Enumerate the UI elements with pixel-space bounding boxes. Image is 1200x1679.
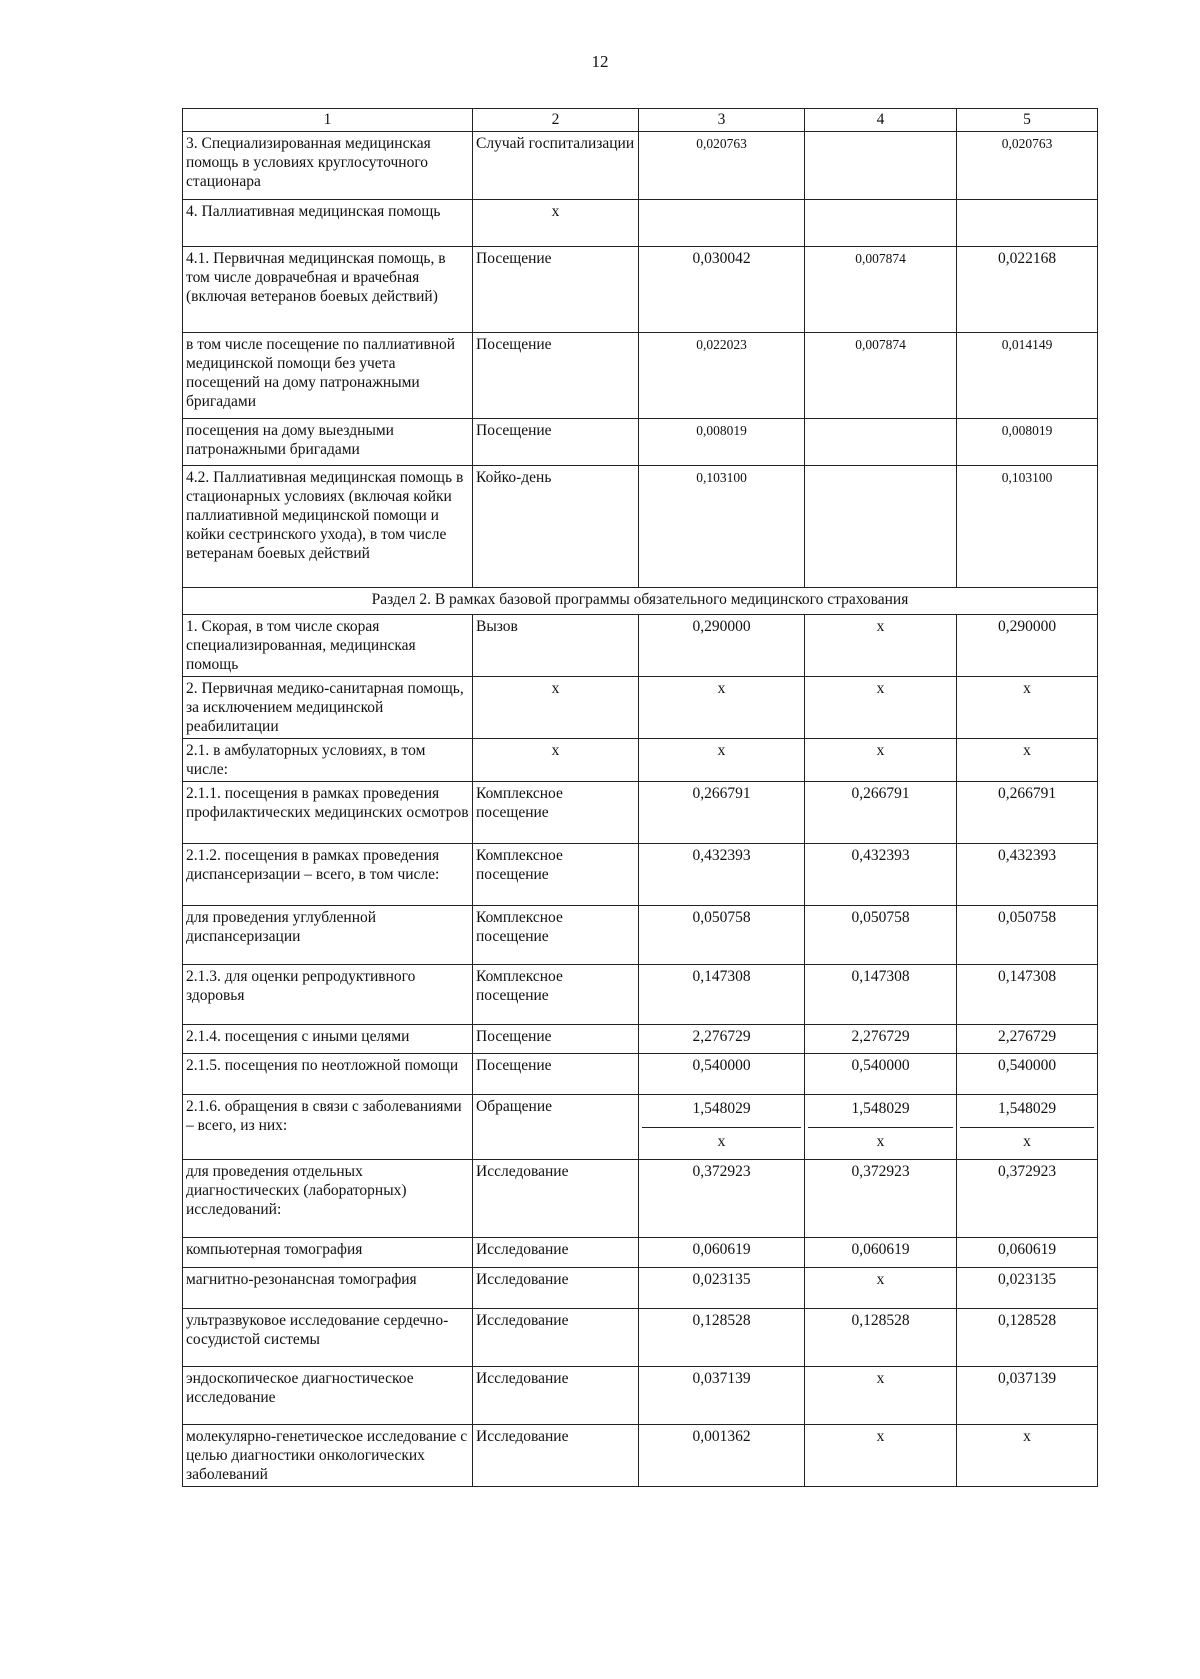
row-name: для проведения отдельных диагностических (лабораторных) исследований: (183, 1160, 473, 1238)
row-name: посещения на дому выездными патронажными бригадами (183, 419, 473, 466)
table-row (183, 247, 1098, 333)
row-name: 2.1.1. посещения в рамках проведения профилактических медицинских осмотров (183, 782, 473, 844)
row-name: 2.1.3. для оценки репродуктивного здоровья (183, 965, 473, 1025)
row-col4: х (805, 615, 957, 677)
row-name: компьютерная томография (183, 1238, 473, 1268)
row-col4: 1,548029 (808, 1097, 953, 1128)
row-unit: Комплексное посещение (473, 782, 639, 844)
norms-table (182, 108, 1098, 1487)
row-name: 2.1.4. посещения с иными целями (183, 1025, 473, 1054)
row-col3: 0,001362 (639, 1425, 805, 1487)
row-col4: 0,128528 (805, 1309, 957, 1367)
table-row (183, 333, 1098, 419)
row-col4 (805, 466, 957, 588)
row-name: 4.2. Паллиативная медицинская помощь в стационарных условиях (включая койки паллиативной медицинской помощи и койки сестринского ухода), в том числе ветеранам боевых действий (183, 466, 473, 588)
row-col3: 0,037139 (639, 1367, 805, 1425)
row-col4: х (805, 1425, 957, 1487)
row-col5: 0,266791 (957, 782, 1098, 844)
row-col5: 0,023135 (957, 1268, 1098, 1309)
row-col4 (805, 200, 957, 247)
row-col3: 0,432393 (639, 844, 805, 906)
row-col5: 0,037139 (957, 1367, 1098, 1425)
row-col4: 0,050758 (805, 906, 957, 965)
row-unit: Посещение (473, 1054, 639, 1095)
row-name: 1. Скорая, в том числе скорая специализированная, медицинская помощь (183, 615, 473, 677)
row-unit: х (473, 677, 639, 739)
row-col5: 0,432393 (957, 844, 1098, 906)
row-name: магнитно-резонансная томография (183, 1268, 473, 1309)
table-row (183, 677, 1098, 739)
table-row (183, 615, 1098, 677)
row-col4: 0,007874 (805, 247, 957, 333)
row-col4-split (805, 1095, 957, 1160)
row-col3: 0,290000 (639, 615, 805, 677)
row-unit: Исследование (473, 1309, 639, 1367)
row-col5: х (957, 1425, 1098, 1487)
table-row (183, 844, 1098, 906)
row-col4 (805, 419, 957, 466)
row-name: 2.1. в амбулаторных условиях, в том числе: (183, 739, 473, 782)
row-col5: 0,020763 (957, 132, 1098, 200)
row-unit: Исследование (473, 1268, 639, 1309)
row-col4: х (805, 1268, 957, 1309)
row-col3: 2,276729 (639, 1025, 805, 1054)
table-row (183, 739, 1098, 782)
row-col4: 2,276729 (805, 1025, 957, 1054)
row-col3: 0,103100 (639, 466, 805, 588)
row-col3: 0,022023 (639, 333, 805, 419)
row-col5: 1,548029 (960, 1097, 1094, 1128)
table-row (183, 1268, 1098, 1309)
row-col4 (805, 132, 957, 200)
row-unit: Посещение (473, 247, 639, 333)
header-cell: 5 (957, 109, 1098, 132)
row-name: 4.1. Первичная медицинская помощь, в том числе доврачебная и врачебная (включая ветеранов боевых действий) (183, 247, 473, 333)
row-col5: 0,060619 (957, 1238, 1098, 1268)
section-row (183, 588, 1098, 615)
row-col4: 0,540000 (805, 1054, 957, 1095)
row-col4: 0,372923 (805, 1160, 957, 1238)
row-name: в том числе посещение по паллиативной медицинской помощи без учета посещений на дому патронажными бригадами (183, 333, 473, 419)
row-col4: 0,432393 (805, 844, 957, 906)
row-col3: 0,147308 (639, 965, 805, 1025)
row-col5: 0,372923 (957, 1160, 1098, 1238)
row-col5: 0,147308 (957, 965, 1098, 1025)
row-col3: х (639, 739, 805, 782)
row-unit: Койко-день (473, 466, 639, 588)
table-row (183, 1160, 1098, 1238)
row-name: 2.1.6. обращения в связи с заболеваниями – всего, из них: (183, 1095, 473, 1160)
row-col4-sub: х (876, 1133, 885, 1150)
row-col5: 0,290000 (957, 615, 1098, 677)
table-header-row (183, 109, 1098, 132)
row-col5-split (957, 1095, 1098, 1160)
table-row (183, 132, 1098, 200)
table-row (183, 1238, 1098, 1268)
row-col3: 0,540000 (639, 1054, 805, 1095)
row-unit: Комплексное посещение (473, 965, 639, 1025)
row-col5: х (957, 739, 1098, 782)
row-unit: Исследование (473, 1425, 639, 1487)
row-unit: х (473, 200, 639, 247)
row-unit: х (473, 739, 639, 782)
row-unit: Комплексное посещение (473, 906, 639, 965)
row-col5: 0,103100 (957, 466, 1098, 588)
row-col5: 0,014149 (957, 333, 1098, 419)
row-col4: 0,147308 (805, 965, 957, 1025)
row-col4: х (805, 677, 957, 739)
row-unit: Комплексное посещение (473, 844, 639, 906)
table-row (183, 782, 1098, 844)
table-row (183, 200, 1098, 247)
row-unit: Вызов (473, 615, 639, 677)
row-unit: Исследование (473, 1367, 639, 1425)
header-cell: 2 (473, 109, 639, 132)
row-col5 (957, 200, 1098, 247)
row-name: молекулярно-генетическое исследование с целью диагностики онкологических заболеваний (183, 1425, 473, 1487)
row-name: эндоскопическое диагностическое исследование (183, 1367, 473, 1425)
row-unit: Исследование (473, 1160, 639, 1238)
row-name: 2. Первичная медико-санитарная помощь, за исключением медицинской реабилитации (183, 677, 473, 739)
table-row (183, 965, 1098, 1025)
table-row (183, 419, 1098, 466)
row-col5: 0,022168 (957, 247, 1098, 333)
row-col3: 0,060619 (639, 1238, 805, 1268)
row-unit: Исследование (473, 1238, 639, 1268)
table-row (183, 1095, 1098, 1160)
row-col5: х (957, 677, 1098, 739)
row-col5: 2,276729 (957, 1025, 1098, 1054)
table-row (183, 1054, 1098, 1095)
row-col4: 0,060619 (805, 1238, 957, 1268)
row-col3: 1,548029 (642, 1097, 801, 1128)
row-col3-sub: х (717, 1133, 726, 1150)
row-col5: 0,050758 (957, 906, 1098, 965)
table-row (183, 1025, 1098, 1054)
row-unit: Посещение (473, 333, 639, 419)
row-name: 3. Специализированная медицинская помощь в условиях круглосуточного стационара (183, 132, 473, 200)
header-cell: 4 (805, 109, 957, 132)
row-unit: Посещение (473, 419, 639, 466)
table-row (183, 1309, 1098, 1367)
row-col3-split (639, 1095, 805, 1160)
table-row (183, 1367, 1098, 1425)
row-name: 4. Паллиативная медицинская помощь (183, 200, 473, 247)
row-name: для проведения углубленной диспансеризации (183, 906, 473, 965)
row-unit: Случай госпитализации (473, 132, 639, 200)
row-col4: 0,266791 (805, 782, 957, 844)
table-row (183, 906, 1098, 965)
header-cell: 3 (639, 109, 805, 132)
row-col3: 0,266791 (639, 782, 805, 844)
row-col3: х (639, 677, 805, 739)
row-name: 2.1.5. посещения по неотложной помощи (183, 1054, 473, 1095)
header-cell: 1 (183, 109, 473, 132)
table-row (183, 466, 1098, 588)
row-col3: 0,023135 (639, 1268, 805, 1309)
row-unit: Посещение (473, 1025, 639, 1054)
row-col4: 0,007874 (805, 333, 957, 419)
row-col3 (639, 200, 805, 247)
table-row (183, 1425, 1098, 1487)
row-col4: х (805, 739, 957, 782)
row-col3: 0,050758 (639, 906, 805, 965)
row-name: ультразвуковое исследование сердечно-сосудистой системы (183, 1309, 473, 1367)
row-unit: Обращение (473, 1095, 639, 1160)
row-col5: 0,128528 (957, 1309, 1098, 1367)
row-col5: 0,008019 (957, 419, 1098, 466)
row-col3: 0,128528 (639, 1309, 805, 1367)
row-col5: 0,540000 (957, 1054, 1098, 1095)
row-col4: х (805, 1367, 957, 1425)
row-col3: 0,030042 (639, 247, 805, 333)
section2-title: Раздел 2. В рамках базовой программы обязательного медицинского страхования (183, 588, 1098, 615)
row-name: 2.1.2. посещения в рамках проведения диспансеризации – всего, в том числе: (183, 844, 473, 906)
page-number: 12 (591, 52, 609, 71)
row-col3: 0,372923 (639, 1160, 805, 1238)
row-col3: 0,020763 (639, 132, 805, 200)
row-col3: 0,008019 (639, 419, 805, 466)
row-col5-sub: х (1023, 1133, 1031, 1150)
